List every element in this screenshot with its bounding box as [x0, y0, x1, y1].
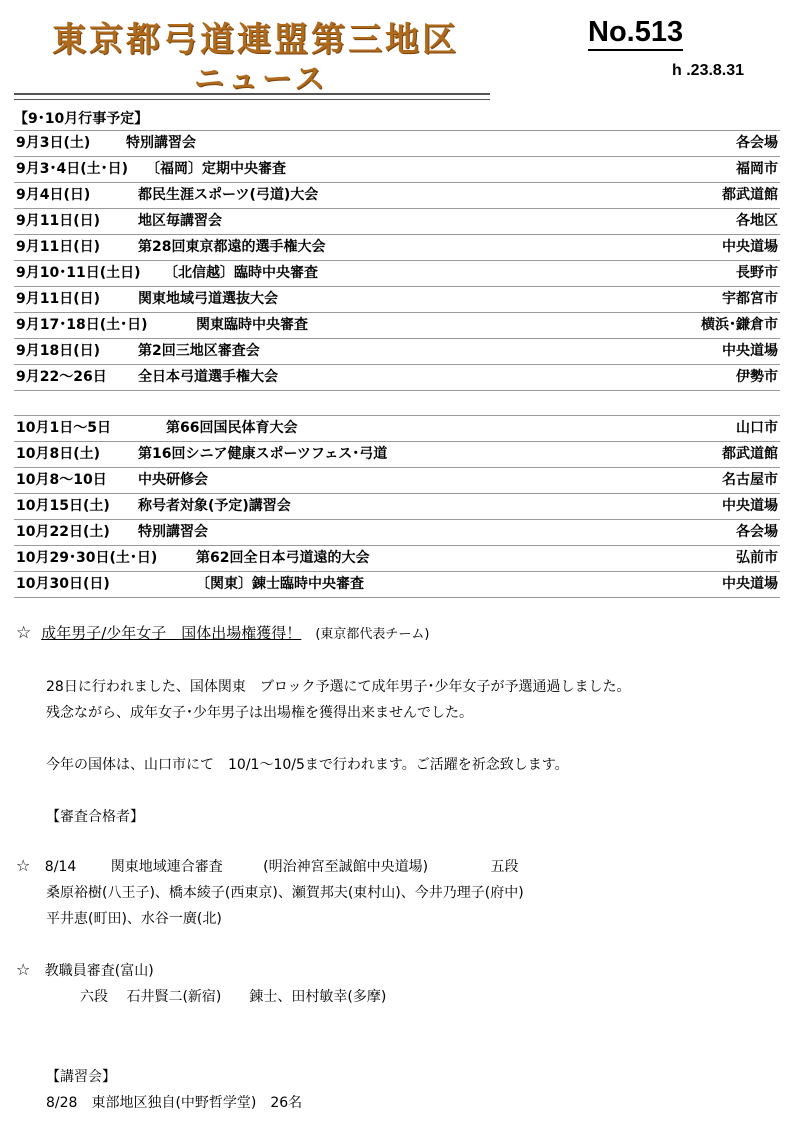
exam-event: 関東地域連合審査 [110, 859, 223, 875]
star-icon: ☆ [16, 856, 31, 875]
exam-teachers-line: 六段 石井賢二(新宿) 錬士、田村敏幸(多摩) [80, 989, 387, 1005]
event-name: 都民生涯スポーツ(弓道)大会 [138, 187, 319, 203]
event-name: 関東臨時中央審査 [196, 317, 308, 333]
schedule-row [14, 572, 780, 598]
event-name: 〔北信越〕臨時中央審査 [164, 265, 318, 281]
schedule-row [14, 235, 780, 261]
september-rows [14, 131, 780, 391]
exam-names: 桑原裕樹(八王子)、橋本綾子(西東京)、瀬賀邦夫(東村山)、今井乃理子(府中) [46, 885, 524, 901]
event-place: 福岡市 [736, 161, 778, 177]
event-place: 各会場 [736, 135, 778, 151]
schedule-row [14, 339, 780, 365]
event-place: 長野市 [736, 265, 778, 281]
event-place: 各地区 [736, 213, 778, 229]
event-place: 横浜･鎌倉市 [701, 317, 778, 333]
issue-number: No.513 [588, 16, 683, 51]
event-date: 10月15日(土) [16, 498, 110, 514]
lecture-heading: 【講習会】 [46, 1069, 116, 1085]
event-place: 中央道場 [722, 498, 778, 514]
event-date: 10月30日(日) [16, 576, 110, 592]
newsletter-title: 東京都弓道連盟第三地区 [52, 20, 459, 60]
event-date: 10月29･30日(土･日) [16, 550, 158, 566]
october-rows [14, 416, 780, 598]
schedule-row [14, 131, 780, 157]
event-date: 10月8日(土) [16, 446, 101, 462]
star-icon: ☆ [16, 960, 31, 979]
event-place: 名古屋市 [722, 472, 778, 488]
event-date: 10月22日(土) [16, 524, 110, 540]
event-name: 第2回三地区審査会 [138, 343, 260, 359]
header-divider [14, 93, 490, 100]
event-place: 山口市 [736, 420, 778, 436]
news-body-line: 残念ながら、成年女子･少年男子は出場権を獲得出来ませんでした。 [46, 705, 473, 721]
event-date: 9月11日(日) [16, 239, 101, 255]
schedule-row [14, 520, 780, 546]
event-place: 弘前市 [736, 550, 778, 566]
event-date: 9月18日(日) [16, 343, 101, 359]
event-date: 9月22～26日 [16, 369, 107, 385]
schedule-row [14, 494, 780, 520]
schedule-row [14, 157, 780, 183]
schedule-row [14, 546, 780, 572]
event-place: 都武道館 [722, 446, 778, 462]
event-place: 中央道場 [722, 239, 778, 255]
event-date: 9月3日(土) [16, 135, 91, 151]
event-name: 称号者対象(予定)講習会 [138, 498, 291, 514]
lecture-line: 8/28 東部地区独自(中野哲学堂) 26名 [46, 1095, 303, 1111]
exam-venue: (明治神宮至誠館中央道場) [263, 859, 429, 875]
event-place: 中央道場 [722, 343, 778, 359]
event-place: 各会場 [736, 524, 778, 540]
schedule-row [14, 287, 780, 313]
exam-teachers-title: 教職員審査(富山) [44, 963, 154, 979]
event-date: 9月11日(日) [16, 291, 101, 307]
schedule-row [14, 183, 780, 209]
schedule-row [14, 442, 780, 468]
event-date: 10月8～10日 [16, 472, 107, 488]
issue-date: h .23.8.31 [672, 62, 745, 79]
schedule-row [14, 261, 780, 287]
event-date: 9月3･4日(土･日) [16, 161, 129, 177]
event-name: 関東地域弓道選抜大会 [138, 291, 278, 307]
event-name: 地区毎講習会 [138, 213, 222, 229]
event-name: 〔関東〕錬士臨時中央審査 [196, 576, 364, 592]
news-headline [16, 622, 429, 643]
schedule-row [14, 313, 780, 339]
event-place: 中央道場 [722, 576, 778, 592]
schedule-row [14, 416, 780, 442]
event-name: 第16回シニア健康スポーツフェス･弓道 [138, 446, 388, 462]
event-date: 10月1日～5日 [16, 420, 111, 436]
event-name: 中央研修会 [138, 472, 208, 488]
exam-rank: 五段 [490, 859, 519, 875]
event-date: 9月11日(日) [16, 213, 101, 229]
event-name: 特別講習会 [138, 524, 208, 540]
exam-date: 8/14 [44, 859, 77, 875]
exam-kanto [16, 856, 519, 876]
exam-teachers [16, 960, 154, 980]
schedule-table [14, 108, 780, 598]
event-place: 伊勢市 [736, 369, 778, 385]
event-name: 第66回国民体育大会 [166, 420, 298, 436]
event-name: 第62回全日本弓道遠的大会 [196, 550, 370, 566]
news-body-line: 今年の国体は、山口市にて 10/1～10/5まで行われます。ご活躍を祈念致します。 [46, 757, 569, 773]
event-place: 都武道館 [722, 187, 778, 203]
event-place: 宇都宮市 [722, 291, 778, 307]
event-date: 9月17･18日(土･日) [16, 317, 148, 333]
event-name: 特別講習会 [126, 135, 196, 151]
news-team: (東京都代表チーム) [315, 627, 430, 642]
news-title: 成年男子/少年女子 国体出場権獲得！ [41, 624, 302, 642]
schedule-heading: 【9･10月行事予定】 [14, 108, 780, 131]
schedule-row [14, 365, 780, 391]
exam-heading: 【審査合格者】 [46, 809, 144, 825]
newsletter-subtitle: ニュース [194, 62, 329, 97]
event-date: 9月4日(日) [16, 187, 91, 203]
schedule-row [14, 209, 780, 235]
star-icon: ☆ [16, 623, 32, 643]
schedule-gap [14, 391, 780, 416]
event-name: 第28回東京都遠的選手権大会 [138, 239, 326, 255]
event-date: 9月10･11日(土日) [16, 265, 141, 281]
event-name: 全日本弓道選手権大会 [138, 369, 278, 385]
news-body-line: 28日に行われました、国体関東 ブロック予選にて成年男子･少年女子が予選通過しました。 [46, 679, 631, 695]
event-name: 〔福岡〕定期中央審査 [146, 161, 286, 177]
schedule-row [14, 468, 780, 494]
exam-names: 平井恵(町田)、水谷一廣(北) [46, 911, 222, 927]
